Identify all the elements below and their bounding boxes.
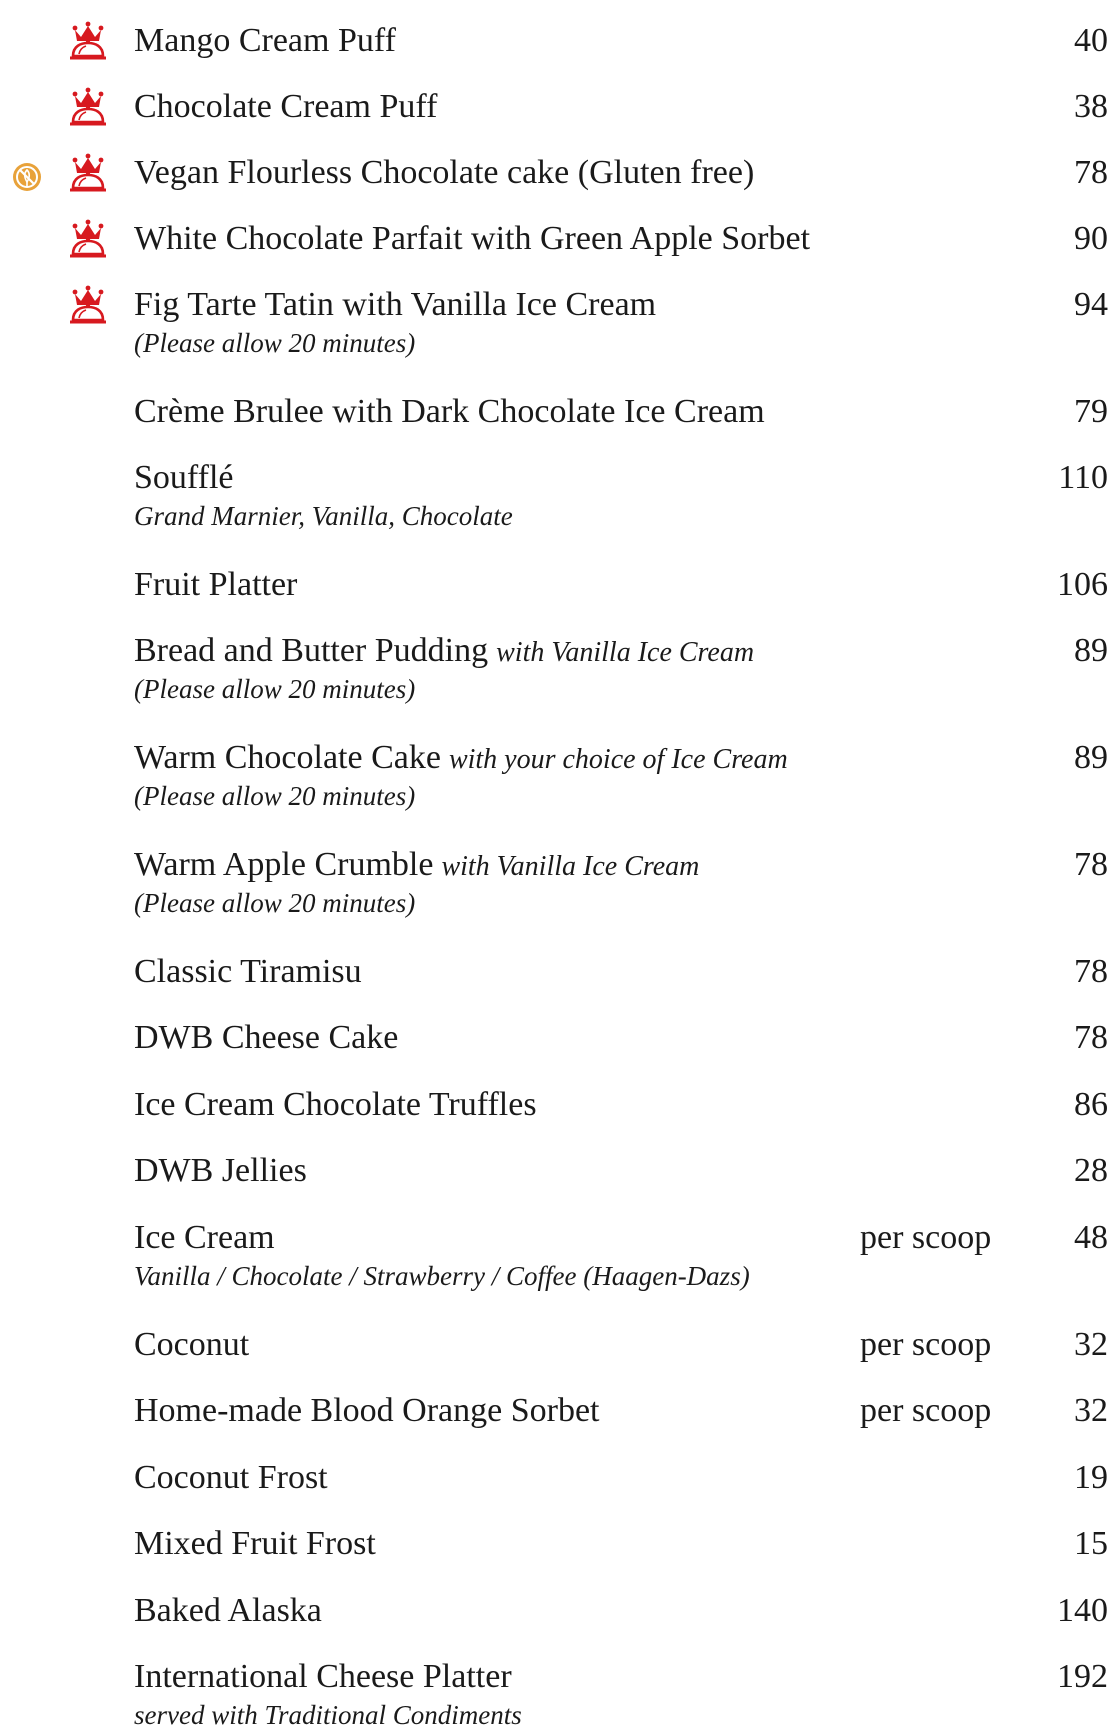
item-name: Ice Cream Chocolate Truffles <box>134 1086 537 1123</box>
gluten-free-icon <box>12 162 42 192</box>
item-price: 78 <box>1074 953 1108 990</box>
item-price: 106 <box>1057 566 1108 603</box>
item-price: 86 <box>1074 1086 1108 1123</box>
chef-recommendation-icon <box>66 153 110 197</box>
item-sub-note: Grand Marnier, Vanilla, Chocolate <box>134 501 513 531</box>
item-price: 32 <box>1074 1326 1108 1363</box>
item-price: 38 <box>1074 88 1108 125</box>
item-sub-note: (Please allow 20 minutes) <box>134 781 416 811</box>
item-price: 140 <box>1057 1592 1108 1629</box>
item-unit: per scoop <box>860 1392 992 1429</box>
item-sub-note: (Please allow 20 minutes) <box>134 328 416 358</box>
item-name: Soufflé <box>134 459 234 496</box>
item-sub-note: served with Traditional Condiments <box>134 1700 522 1730</box>
item-name: Fruit Platter <box>134 566 298 603</box>
item-price: 32 <box>1074 1392 1108 1429</box>
chef-recommendation-icon <box>66 87 110 131</box>
item-name: Classic Tiramisu <box>134 953 362 990</box>
item-inline-note: with Vanilla Ice Cream <box>441 851 700 882</box>
item-price: 78 <box>1074 846 1108 883</box>
item-price: 15 <box>1074 1525 1108 1562</box>
item-price: 28 <box>1074 1152 1108 1189</box>
item-name: Warm Apple Crumble with Vanilla Ice Cream <box>134 846 700 883</box>
item-sub-note: (Please allow 20 minutes) <box>134 888 416 918</box>
item-name: Baked Alaska <box>134 1592 322 1629</box>
item-name: International Cheese Platter <box>134 1658 512 1695</box>
item-unit: per scoop <box>860 1326 992 1363</box>
item-name: Coconut Frost <box>134 1459 328 1496</box>
item-price: 40 <box>1074 22 1108 59</box>
item-name: Home-made Blood Orange Sorbet <box>134 1392 600 1429</box>
item-name: Coconut <box>134 1326 250 1363</box>
item-sub-note: (Please allow 20 minutes) <box>134 674 416 704</box>
item-name: Ice Cream <box>134 1219 275 1256</box>
item-price: 94 <box>1074 286 1108 323</box>
item-name: Vegan Flourless Chocolate cake (Gluten free) <box>134 154 755 191</box>
item-price: 89 <box>1074 632 1108 669</box>
item-name: DWB Cheese Cake <box>134 1019 399 1056</box>
item-unit: per scoop <box>860 1219 992 1256</box>
item-name: Bread and Butter Pudding with Vanilla Ice Cream <box>134 632 755 669</box>
chef-recommendation-icon <box>66 285 110 329</box>
item-inline-note: with your choice of Ice Cream <box>448 744 788 775</box>
item-name: DWB Jellies <box>134 1152 307 1189</box>
item-name: Fig Tarte Tatin with Vanilla Ice Cream <box>134 286 657 323</box>
item-price: 78 <box>1074 1019 1108 1056</box>
item-name: White Chocolate Parfait with Green Apple Sorbet <box>134 220 811 257</box>
item-price: 90 <box>1074 220 1108 257</box>
item-price: 79 <box>1074 393 1108 430</box>
item-sub-note: Vanilla / Chocolate / Strawberry / Coffee (Haagen-Dazs) <box>134 1261 750 1291</box>
item-price: 89 <box>1074 739 1108 776</box>
item-price: 110 <box>1058 459 1108 496</box>
item-name: Mixed Fruit Frost <box>134 1525 376 1562</box>
chef-recommendation-icon <box>66 219 110 263</box>
item-name: Warm Chocolate Cake with your choice of Ice Cream <box>134 739 788 776</box>
item-price: 19 <box>1074 1459 1108 1496</box>
item-name: Chocolate Cream Puff <box>134 88 438 125</box>
chef-recommendation-icon <box>66 21 110 65</box>
item-price: 48 <box>1074 1219 1108 1256</box>
item-name: Crème Brulee with Dark Chocolate Ice Cream <box>134 393 765 430</box>
item-price: 78 <box>1074 154 1108 191</box>
item-inline-note: with Vanilla Ice Cream <box>496 637 755 668</box>
item-name: Mango Cream Puff <box>134 22 396 59</box>
item-price: 192 <box>1057 1658 1108 1695</box>
